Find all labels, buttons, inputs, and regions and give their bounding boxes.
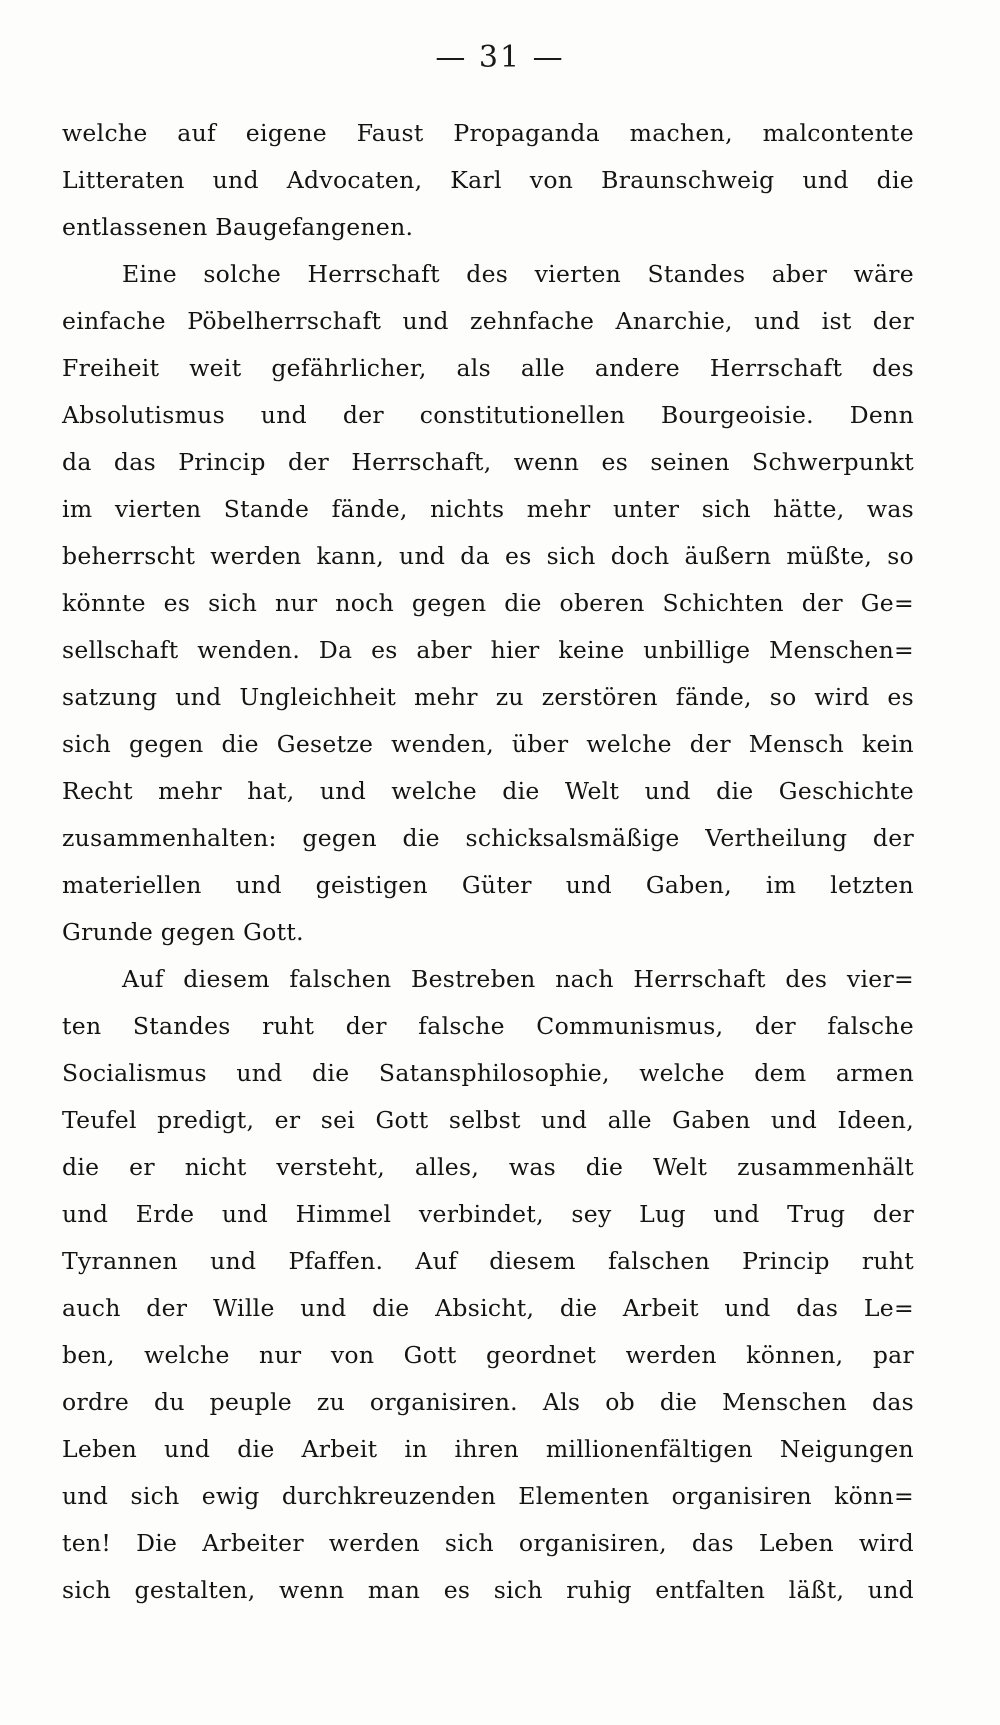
text-line: die er nicht versteht, alles, was die Welt zusammenhält: [62, 1153, 914, 1181]
text-line: Grunde gegen Gott.: [62, 918, 304, 946]
text-line: im vierten Stande fände, nichts mehr unter sich hätte, was: [62, 495, 914, 523]
text-line: satzung und Ungleichheit mehr zu zerstören fände, so wird es: [62, 683, 914, 711]
text-line: zusammenhalten: gegen die schicksalsmäßige Vertheilung der: [62, 824, 914, 852]
text-line: Tyrannen und Pfaffen. Auf diesem falschen Princip ruht: [62, 1247, 914, 1275]
text-line: beherrscht werden kann, und da es sich doch äußern müßte, so: [62, 542, 914, 570]
text-line: materiellen und geistigen Güter und Gaben, im letzten: [62, 871, 914, 899]
text-line: Recht mehr hat, und welche die Welt und die Geschichte: [62, 777, 914, 805]
text-line: ten! Die Arbeiter werden sich organisiren, das Leben wird: [62, 1529, 914, 1557]
text-line: ordre du peuple zu organisiren. Als ob die Menschen das: [62, 1388, 914, 1416]
text-line: welche auf eigene Faust Propaganda machen, malcontente: [62, 119, 914, 147]
text-line: und sich ewig durchkreuzenden Elementen organisiren könn=: [62, 1482, 914, 1510]
text-line: Socialismus und die Satansphilosophie, welche dem armen: [62, 1059, 914, 1087]
text-line: Leben und die Arbeit in ihren millionenfältigen Neigungen: [62, 1435, 914, 1463]
text-line: Auf diesem falschen Bestreben nach Herrschaft des vier=: [122, 965, 914, 993]
text-line: könnte es sich nur noch gegen die oberen Schichten der Ge=: [62, 589, 914, 617]
text-line: und Erde und Himmel verbindet, sey Lug und Trug der: [62, 1200, 914, 1228]
text-line: sich gegen die Gesetze wenden, über welche der Mensch kein: [62, 730, 914, 758]
text-line: auch der Wille und die Absicht, die Arbeit und das Le=: [62, 1294, 914, 1322]
text-line: entlassenen Baugefangenen.: [62, 213, 414, 241]
page-number-header: — 31 —: [435, 40, 565, 75]
text-line: Litteraten und Advocaten, Karl von Braunschweig und die: [62, 166, 914, 194]
text-line: Teufel predigt, er sei Gott selbst und alle Gaben und Ideen,: [62, 1106, 914, 1134]
text-line: Eine solche Herrschaft des vierten Standes aber wäre: [122, 260, 914, 288]
text-line: ben, welche nur von Gott geordnet werden können, par: [62, 1341, 914, 1369]
text-line: Freiheit weit gefährlicher, als alle andere Herrschaft des: [62, 354, 914, 382]
text-line: sellschaft wenden. Da es aber hier keine unbillige Menschen=: [62, 636, 914, 664]
text-line: da das Princip der Herrschaft, wenn es seinen Schwerpunkt: [62, 448, 914, 476]
text-line: Absolutismus und der constitutionellen Bourgeoisie. Denn: [62, 401, 914, 429]
text-line: ten Standes ruht der falsche Communismus, der falsche: [62, 1012, 914, 1040]
body-text: [62, 110, 914, 1614]
text-line: einfache Pöbelherrschaft und zehnfache Anarchie, und ist der: [62, 307, 914, 335]
text-line: sich gestalten, wenn man es sich ruhig entfalten läßt, und: [62, 1576, 914, 1604]
